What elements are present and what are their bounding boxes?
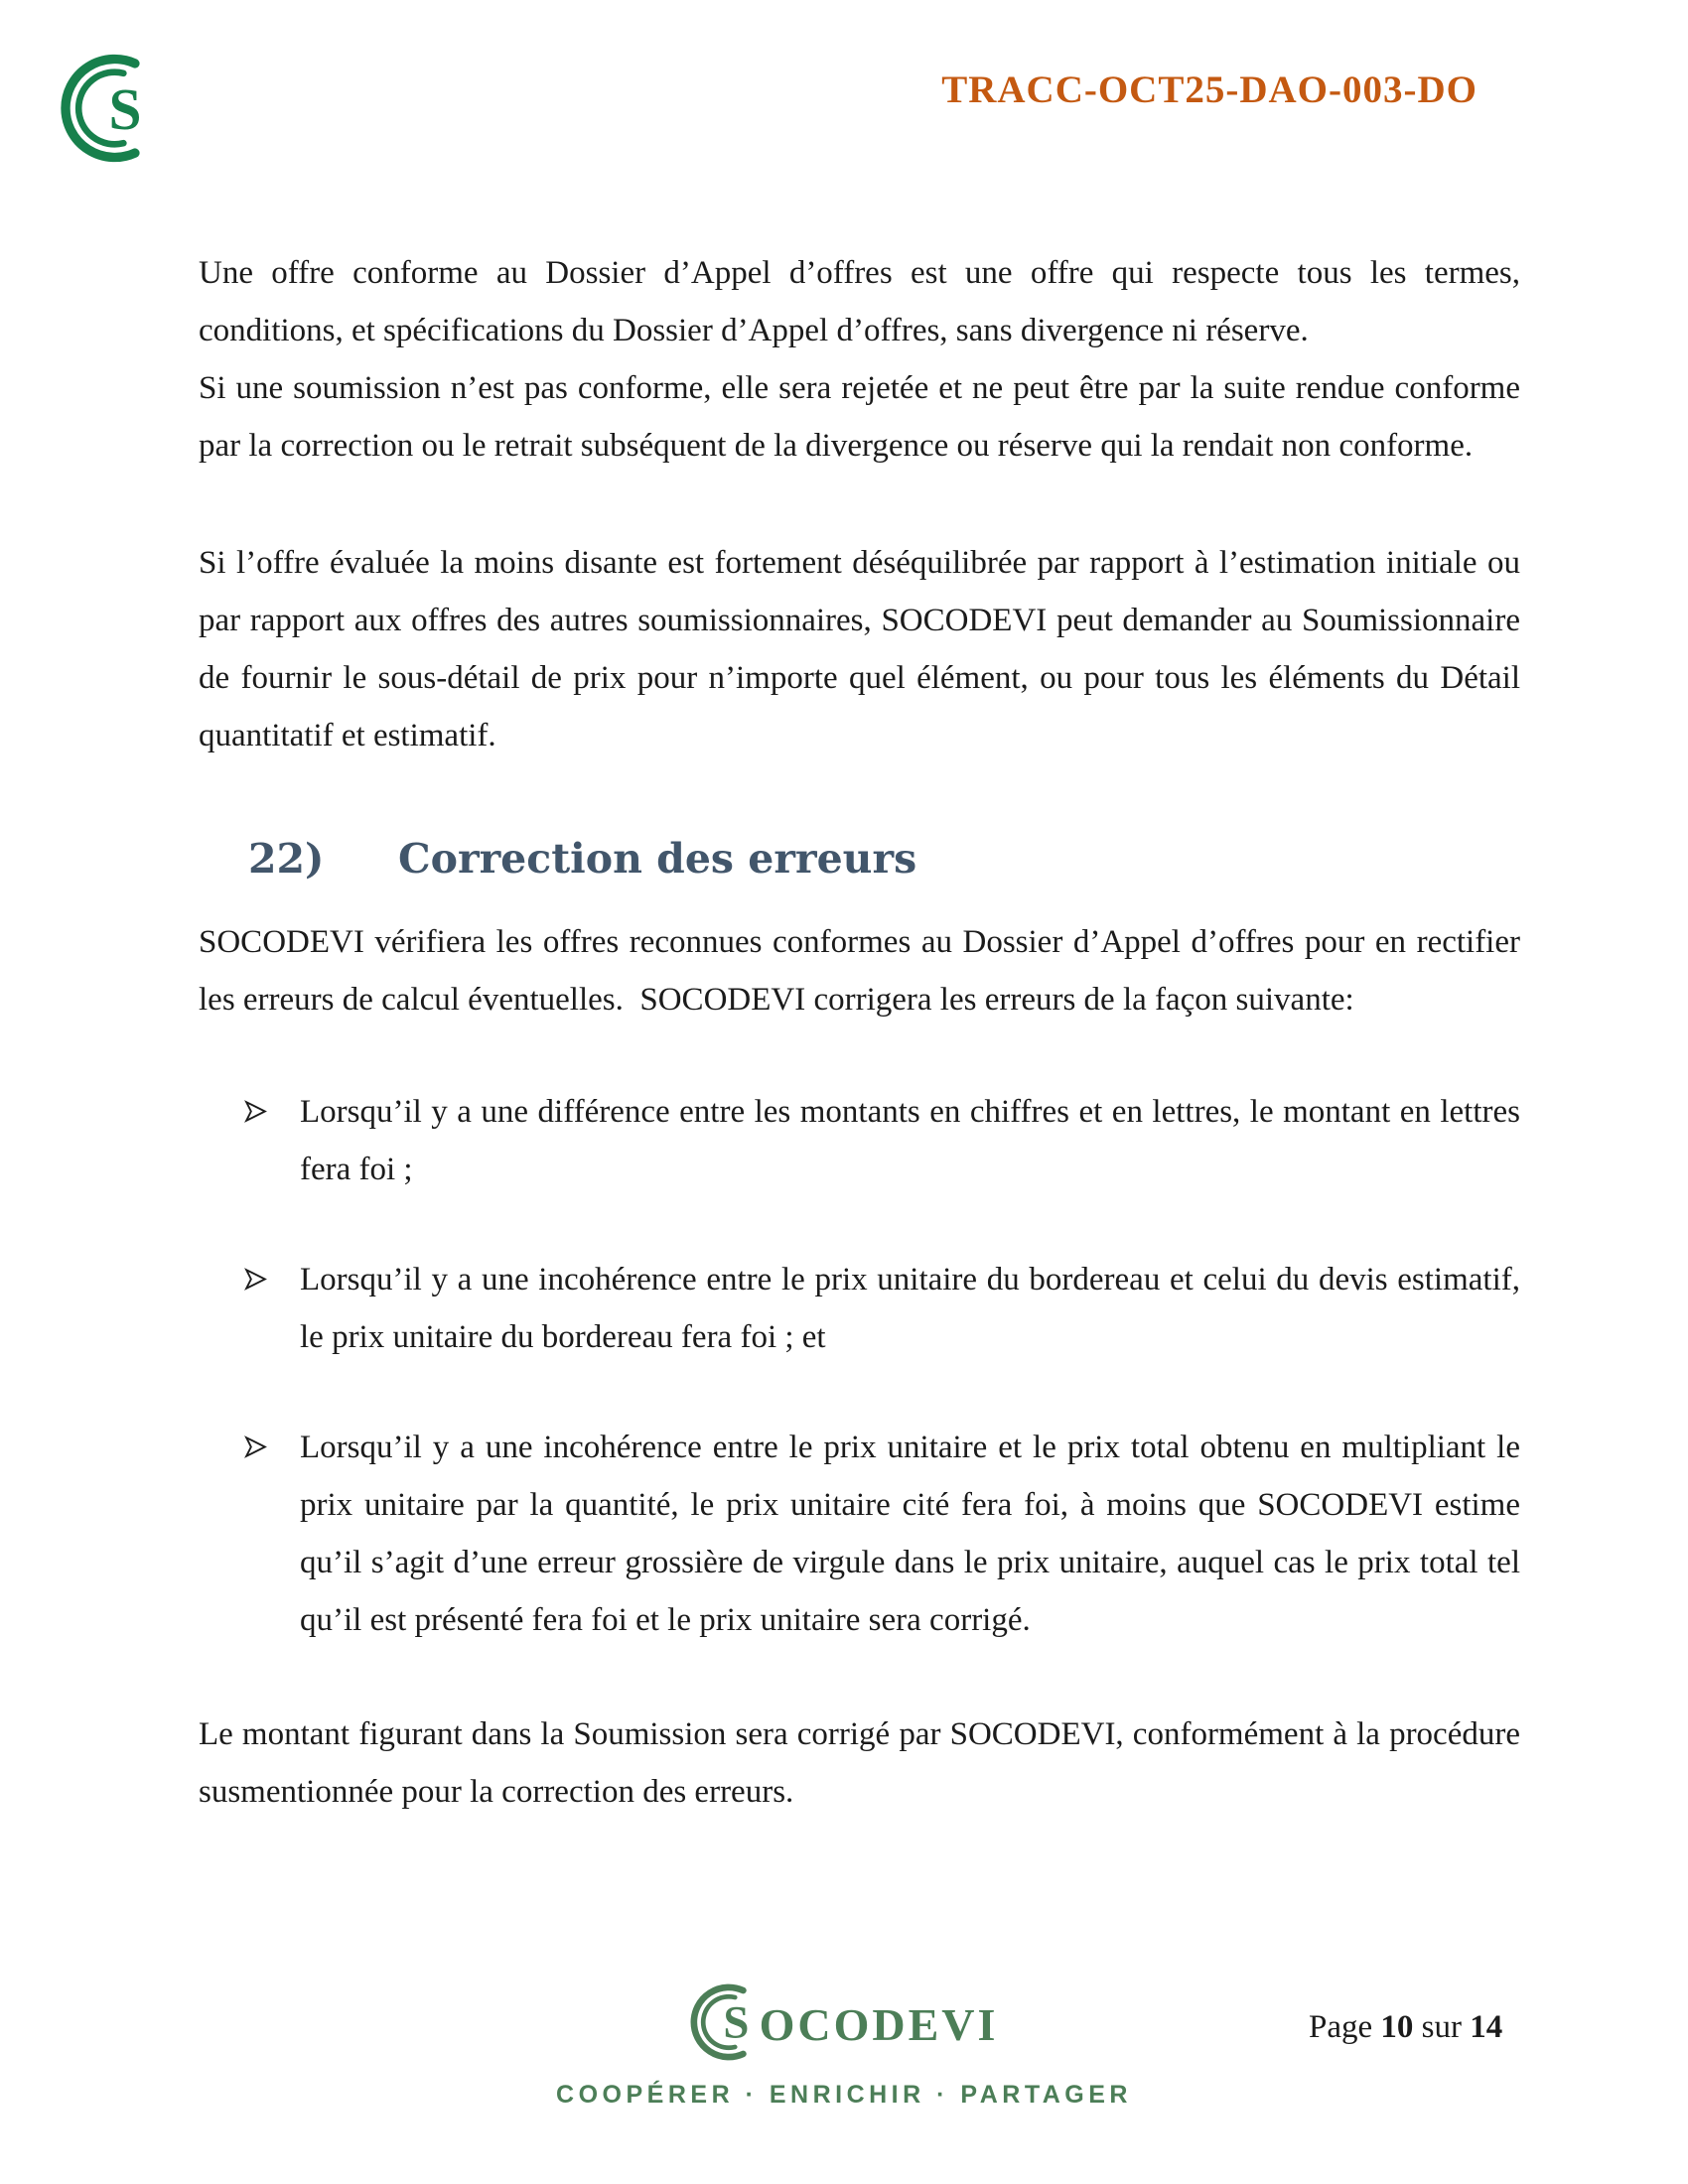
page-label: Page — [1309, 2009, 1373, 2045]
arrow-bullet-icon — [242, 1433, 269, 1460]
paragraph-unbalanced-offer: Si l’offre évaluée la moins disante est fortement déséquilibrée par rapport à l’estimation initiale ou par rapport aux offres des autres soumissionnaires, SOCODEVI peut demander au Soumissionnaire de fournir le sous-détail de prix pour n’importe quel élément, ou pour tous les éléments du Détail quantitatif et estimatif. — [199, 545, 1520, 753]
socodevi-logo-icon — [690, 1983, 768, 2061]
page-current: 10 — [1380, 2009, 1414, 2045]
footer-tagline: COOPÉRER · ENRICHIR · PARTAGER — [556, 2081, 1132, 2109]
list-item-text: Lorsqu’il y a une différence entre les montants en chiffres et en lettres, le montant en lettres fera foi ; — [300, 1094, 1520, 1187]
arrow-bullet-icon — [242, 1266, 269, 1293]
list-item-text: Lorsqu’il y a une incohérence entre le prix unitaire du bordereau et celui du devis estimatif, le prix unitaire du bordereau fera foi ; et — [300, 1262, 1520, 1355]
arrow-bullet-icon — [242, 1098, 269, 1125]
page-of-label: sur — [1421, 2009, 1462, 2045]
paragraph-amount-corrected: Le montant figurant dans la Soumission sera corrigé par SOCODEVI, conformément à la procédure susmentionnée pour la correction des erreurs. — [199, 1716, 1520, 1810]
document-body — [199, 0, 1520, 1821]
section-heading — [199, 831, 1520, 887]
list-item — [199, 1419, 1520, 1649]
page-total: 14 — [1470, 2009, 1503, 2045]
socodevi-logo-icon — [60, 50, 169, 167]
wordmark-text: OCODEVI — [759, 1998, 999, 2050]
footer-logo — [690, 1983, 999, 2061]
list-item — [199, 1083, 1520, 1198]
logo-letter: S — [108, 75, 142, 142]
list-item — [199, 1251, 1520, 1366]
document-code: TRACC-OCT25-DAO-003-DO — [941, 68, 1477, 111]
paragraph-non-conform: Si une soumission n’est pas conforme, elle sera rejetée et ne peut être par la suite rendue conforme par la correction ou le retrait subséquent de la divergence ou réserve qui la rendait non conforme. — [199, 370, 1520, 464]
list-item-text: Lorsqu’il y a une incohérence entre le prix unitaire et le prix total obtenu en multipliant le prix unitaire par la quantité, le prix unitaire cité fera foi, à moins que SOCODEVI estime qu’il s’agit d’une erreur grossière de virgule dans le prix unitaire, auquel cas le prix total tel qu’il est présenté fera foi et le prix unitaire sera corrigé. — [300, 1430, 1520, 1638]
paragraph-error-correction-intro: SOCODEVI vérifiera les offres reconnues conformes au Dossier d’Appel d’offres pour en rectifier les erreurs de calcul éventuelles. SOCODEVI corrigera les erreurs de la façon suivante: — [199, 924, 1520, 1018]
paragraph-conform-offer: Une offre conforme au Dossier d’Appel d’offres est une offre qui respecte tous les termes, conditions, et spécifications du Dossier d’Appel d’offres, sans divergence ni réserve. — [199, 255, 1520, 348]
page-number — [1309, 2009, 1502, 2046]
section-title: Correction des erreurs — [398, 835, 917, 883]
section-number: 22) — [248, 835, 325, 883]
wordmark-initial: S — [723, 1996, 750, 2049]
